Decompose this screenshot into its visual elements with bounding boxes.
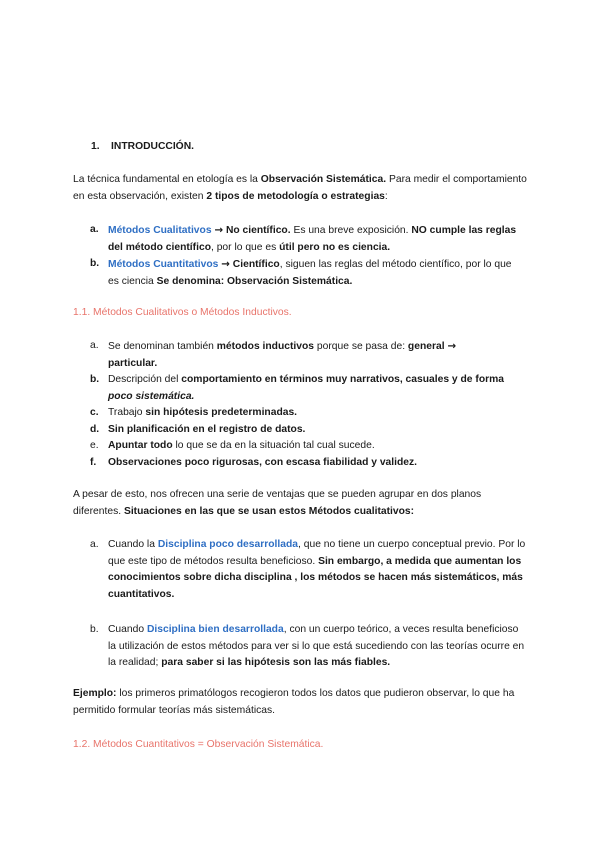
subsection-heading-1-2: 1.2. Métodos Cuantitativos = Observación Sistemática. bbox=[73, 739, 324, 750]
list-item-cualitativos bbox=[90, 222, 524, 256]
advantages-paragraph bbox=[73, 487, 528, 520]
term-metodos-cuantitativos: Métodos Cuantitativos bbox=[108, 259, 219, 270]
item-text: , que no tiene un cuerpo conceptual previo. Por lo que este tipo de métodos resulta beneficioso. bbox=[108, 539, 526, 567]
item-text: porque se pasa de: bbox=[314, 341, 408, 352]
item-text: Se denominan también bbox=[108, 341, 217, 352]
list-item-e bbox=[90, 438, 523, 455]
example-text: los primeros primatólogos recogieron todos los datos que pudieron observar, lo que ha permitido formular teorías más sistemáticas. bbox=[73, 688, 515, 716]
item-bold: Sin embargo, a medida que aumentan los conocimientos sobre dicha disciplina , los métodos se hacen más sistemáticos, más cuantitativos. bbox=[108, 555, 523, 600]
list-marker: a. bbox=[90, 539, 99, 550]
list-item-cuantitativos bbox=[90, 256, 524, 290]
item-bold: Apuntar todo bbox=[108, 440, 173, 451]
intro-text-1: La técnica fundamental en etología es la bbox=[73, 174, 261, 185]
item-text: Cuando la bbox=[108, 539, 158, 550]
item-text-1: , siguen las reglas del método científico, por lo que es ciencia bbox=[108, 259, 512, 287]
arrow-right-icon: → bbox=[221, 258, 230, 270]
subsection-heading-1-1: 1.1. Métodos Cualitativos o Métodos Inductivos. bbox=[73, 307, 292, 318]
example-label: Ejemplo: bbox=[73, 688, 117, 699]
item-bold: sin hipótesis predeterminadas. bbox=[145, 407, 298, 418]
item-text: , con un cuerpo teórico, a veces resulta beneficioso la utilización de estos métodos para ver si lo que está sucediendo con las teorías ocurre en la realidad; bbox=[108, 624, 525, 668]
item-bold-italic: poco sistemática. bbox=[108, 390, 195, 402]
item-text: lo que se da en la situación tal cual sucede. bbox=[172, 440, 375, 451]
arrow-right-icon: → bbox=[447, 340, 457, 352]
term-disciplina-poco-desarrollada: Disciplina poco desarrollada bbox=[157, 539, 299, 550]
heading-number: 1. bbox=[91, 141, 100, 152]
list-marker: c. bbox=[90, 407, 99, 418]
item-text: Cuando bbox=[108, 624, 147, 635]
item-bold-1: Científico bbox=[229, 259, 280, 270]
list-marker: e. bbox=[90, 440, 99, 451]
list-item-f bbox=[90, 455, 523, 472]
item-bold: métodos inductivos bbox=[216, 341, 315, 352]
paragraph-text: A pesar de esto, nos ofrecen una serie de ventajas que se pueden agrupar en dos planos diferentes. bbox=[73, 489, 482, 517]
section-heading-introduccion bbox=[91, 139, 551, 156]
situation-item-b bbox=[90, 622, 526, 672]
item-bold-1: No científico. bbox=[223, 225, 291, 236]
item-bold: Sin planificación en el registro de datos. bbox=[108, 423, 306, 435]
intro-paragraph bbox=[73, 172, 528, 205]
heading-title: INTRODUCCIÓN. bbox=[111, 141, 194, 152]
term-disciplina-bien-desarrollada: Disciplina bien desarrollada bbox=[146, 624, 284, 635]
item-bold: general bbox=[407, 341, 445, 352]
intro-bold-2: 2 tipos de metodología o estrategias bbox=[206, 190, 385, 202]
arrow-right-icon: → bbox=[214, 224, 224, 236]
list-marker: b. bbox=[90, 374, 100, 385]
list-marker: b. bbox=[90, 258, 100, 269]
list-marker: a. bbox=[90, 340, 99, 351]
item-bold-2: NO cumple las reglas del método científico bbox=[108, 225, 517, 253]
list-marker: d. bbox=[90, 423, 100, 435]
situation-item-a bbox=[90, 537, 526, 603]
list-item-d bbox=[90, 422, 523, 439]
method-types-list bbox=[90, 222, 524, 290]
list-item-c bbox=[90, 405, 523, 422]
item-text-1: Es una breve exposición. bbox=[290, 225, 412, 236]
item-text: Trabajo bbox=[108, 407, 146, 418]
item-bold-3: útil pero no es ciencia. bbox=[279, 241, 391, 253]
list-item-a bbox=[90, 338, 523, 372]
paragraph-bold: Situaciones en las que se usan estos Métodos cualitativos: bbox=[123, 505, 415, 517]
situations-list bbox=[90, 537, 526, 672]
list-marker: a. bbox=[90, 224, 99, 235]
item-text: Descripción del bbox=[108, 374, 182, 385]
intro-text-2: Para medir el comportamiento en esta observación, existen bbox=[73, 174, 527, 202]
term-metodos-cualitativos: Métodos Cualitativos bbox=[108, 225, 212, 236]
intro-bold-1: Observación Sistemática. bbox=[260, 174, 387, 185]
item-bold: para saber si las hipótesis son las más fiables. bbox=[161, 657, 391, 668]
list-marker: f. bbox=[90, 456, 97, 468]
item-bold: Observaciones poco rigurosas, con escasa fiabilidad y validez. bbox=[108, 456, 418, 468]
item-bold: comportamiento en términos muy narrativos, casuales y de forma bbox=[181, 374, 505, 385]
list-item-b bbox=[90, 372, 523, 405]
qualitative-characteristics-list bbox=[90, 338, 523, 471]
list-marker: b. bbox=[90, 624, 99, 635]
intro-text-3: : bbox=[384, 190, 388, 202]
item-bold: particular. bbox=[108, 357, 158, 369]
item-bold-2: Se denomina: Observación Sistemática. bbox=[156, 275, 353, 287]
item-text-2: , por lo que es bbox=[210, 241, 280, 253]
example-paragraph bbox=[73, 686, 531, 719]
